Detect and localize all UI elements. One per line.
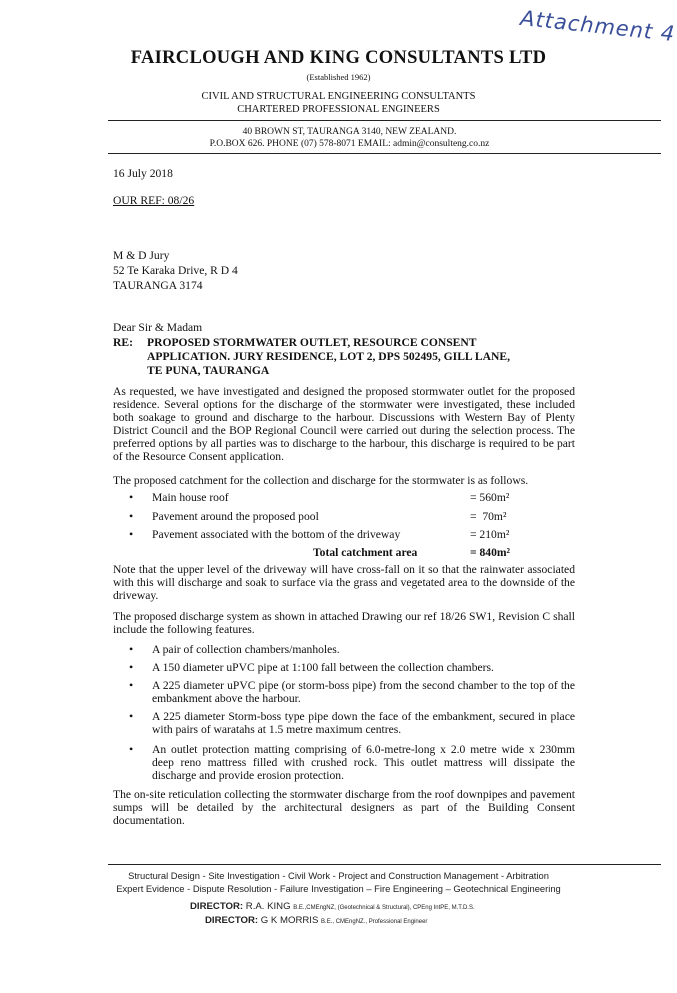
paragraph-discharge-system: The proposed discharge system as shown in attached Drawing our ref 18/26 SW1, Revision C shall include the following features.: [113, 610, 575, 636]
director-qualifications: B.E., CMEngNZ., Professional Engineer: [321, 919, 428, 925]
paragraph-reticulation: The on-site reticulation collecting the stormwater discharge from the roof downpipes and pavement sumps will be detailed by the architectural designers as part of the Building Consent documentation.: [113, 788, 575, 827]
paragraph-catchment-intro: The proposed catchment for the collection and discharge for the stormwater is as follows.: [113, 474, 529, 487]
bullet-icon: •: [129, 709, 134, 723]
feature-item: An outlet protection matting comprising of 6.0-metre-long x 2.0 metre wide x 230mm deep reno mattress filled with crushed rock. This outlet mattress will dissipate the discharge and provide erosion protection.: [152, 743, 575, 782]
company-contact: P.O.BOX 626. PHONE (07) 578-8071 EMAIL: admin@consulteng.co.nz: [209, 139, 490, 149]
director-qualifications: B.E.,CMEngNZ, (Geotechnical & Structural), CPEng IntPE, M.T.D.S.: [293, 905, 475, 911]
bullet-icon: •: [129, 660, 134, 674]
recipient-street: 52 Te Karaka Drive, R D 4: [113, 263, 238, 277]
bullet-icon: •: [129, 527, 134, 541]
our-reference: OUR REF: 08/26: [113, 194, 195, 207]
established-note: (Established 1962): [306, 72, 371, 82]
director-king: [190, 901, 475, 912]
bullet-icon: •: [129, 642, 134, 656]
bullet-icon: •: [129, 742, 134, 756]
company-tagline-2: CHARTERED PROFESSIONAL ENGINEERS: [237, 104, 440, 115]
letter-date: 16 July 2018: [113, 167, 173, 180]
subject-line-3: TE PUNA, TAURANGA: [147, 363, 270, 377]
catchment-total-value: = 840m²: [470, 546, 511, 559]
director-name: R.A. KING: [245, 901, 291, 912]
catchment-item-label: Pavement associated with the bottom of the driveway: [152, 528, 401, 541]
footer-divider: [108, 864, 661, 865]
bullet-icon: •: [129, 490, 134, 504]
catchment-item-label: Pavement around the proposed pool: [152, 510, 319, 523]
recipient-name: M & D Jury: [113, 249, 170, 262]
bullet-icon: •: [129, 509, 134, 523]
footer-services-1: Structural Design - Site Investigation - Civil Work - Project and Construction Management - Arbitration: [128, 870, 549, 881]
paragraph-investigation: As requested, we have investigated and designed the proposed stormwater outlet for the proposed residence. Several options for the discharge of the stormwater were investigated, these included both soakage to ground and discharge to the harbour. Discussions with Western Bay of Plenty District Council and the BOP Regional Council were carried out during the selection process. The preferred options by all parties was to discharge to the harbour, this discharge is required to be part of the Resource Consent application.: [113, 385, 575, 463]
company-name: FAIRCLOUGH AND KING CONSULTANTS LTD: [130, 48, 547, 68]
feature-item: A 150 diameter uPVC pipe at 1:100 fall between the collection chambers.: [152, 661, 494, 674]
address-divider: [108, 153, 661, 154]
company-tagline-1: CIVIL AND STRUCTURAL ENGINEERING CONSULTANTS: [201, 91, 476, 102]
feature-item: A 225 diameter uPVC pipe (or storm-boss pipe) from the second chamber to the top of the embankment above the harbour.: [152, 679, 575, 705]
catchment-item-value: = 70m²: [470, 510, 507, 523]
paragraph-driveway-note: Note that the upper level of the driveway will have cross-fall on it so that the rainwater associated with this will discharge and soak to surface via the grass and vegetated area to the downside of the driveway.: [113, 563, 575, 602]
footer-services-2: Expert Evidence - Dispute Resolution - Failure Investigation – Fire Engineering – Geotechnical Engineering: [116, 883, 561, 894]
bullet-icon: •: [129, 678, 134, 692]
director-name: G K MORRIS: [260, 915, 319, 926]
catchment-item-label: Main house roof: [152, 491, 229, 504]
company-address: 40 BROWN ST, TAURANGA 3140, NEW ZEALAND.: [242, 127, 457, 137]
recipient-city: TAURANGA 3174: [113, 278, 203, 292]
recipient-address: [113, 249, 238, 293]
feature-item: A pair of collection chambers/manholes.: [152, 643, 340, 656]
subject-text: [147, 336, 577, 377]
catchment-total-label: Total catchment area: [313, 546, 418, 559]
director-label: DIRECTOR:: [205, 915, 259, 926]
letterhead-divider: [108, 120, 661, 121]
feature-item: A 225 diameter Storm-boss type pipe down the face of the embankment, secured in place with pairs of waratahs at 1.5 metre maximum centres.: [152, 710, 575, 736]
director-morris: [205, 915, 427, 926]
director-label: DIRECTOR:: [190, 901, 244, 912]
handwritten-annotation: Attachment 4: [519, 5, 677, 47]
catchment-item-value: = 210m²: [470, 528, 510, 541]
subject-line-2: APPLICATION. JURY RESIDENCE, LOT 2, DPS 502495, GILL LANE,: [147, 349, 511, 363]
subject-line-1: PROPOSED STORMWATER OUTLET, RESOURCE CONSENT: [147, 336, 477, 349]
catchment-item-value: = 560m²: [470, 491, 510, 504]
subject-label: RE:: [113, 336, 133, 349]
salutation: Dear Sir & Madam: [113, 321, 203, 334]
